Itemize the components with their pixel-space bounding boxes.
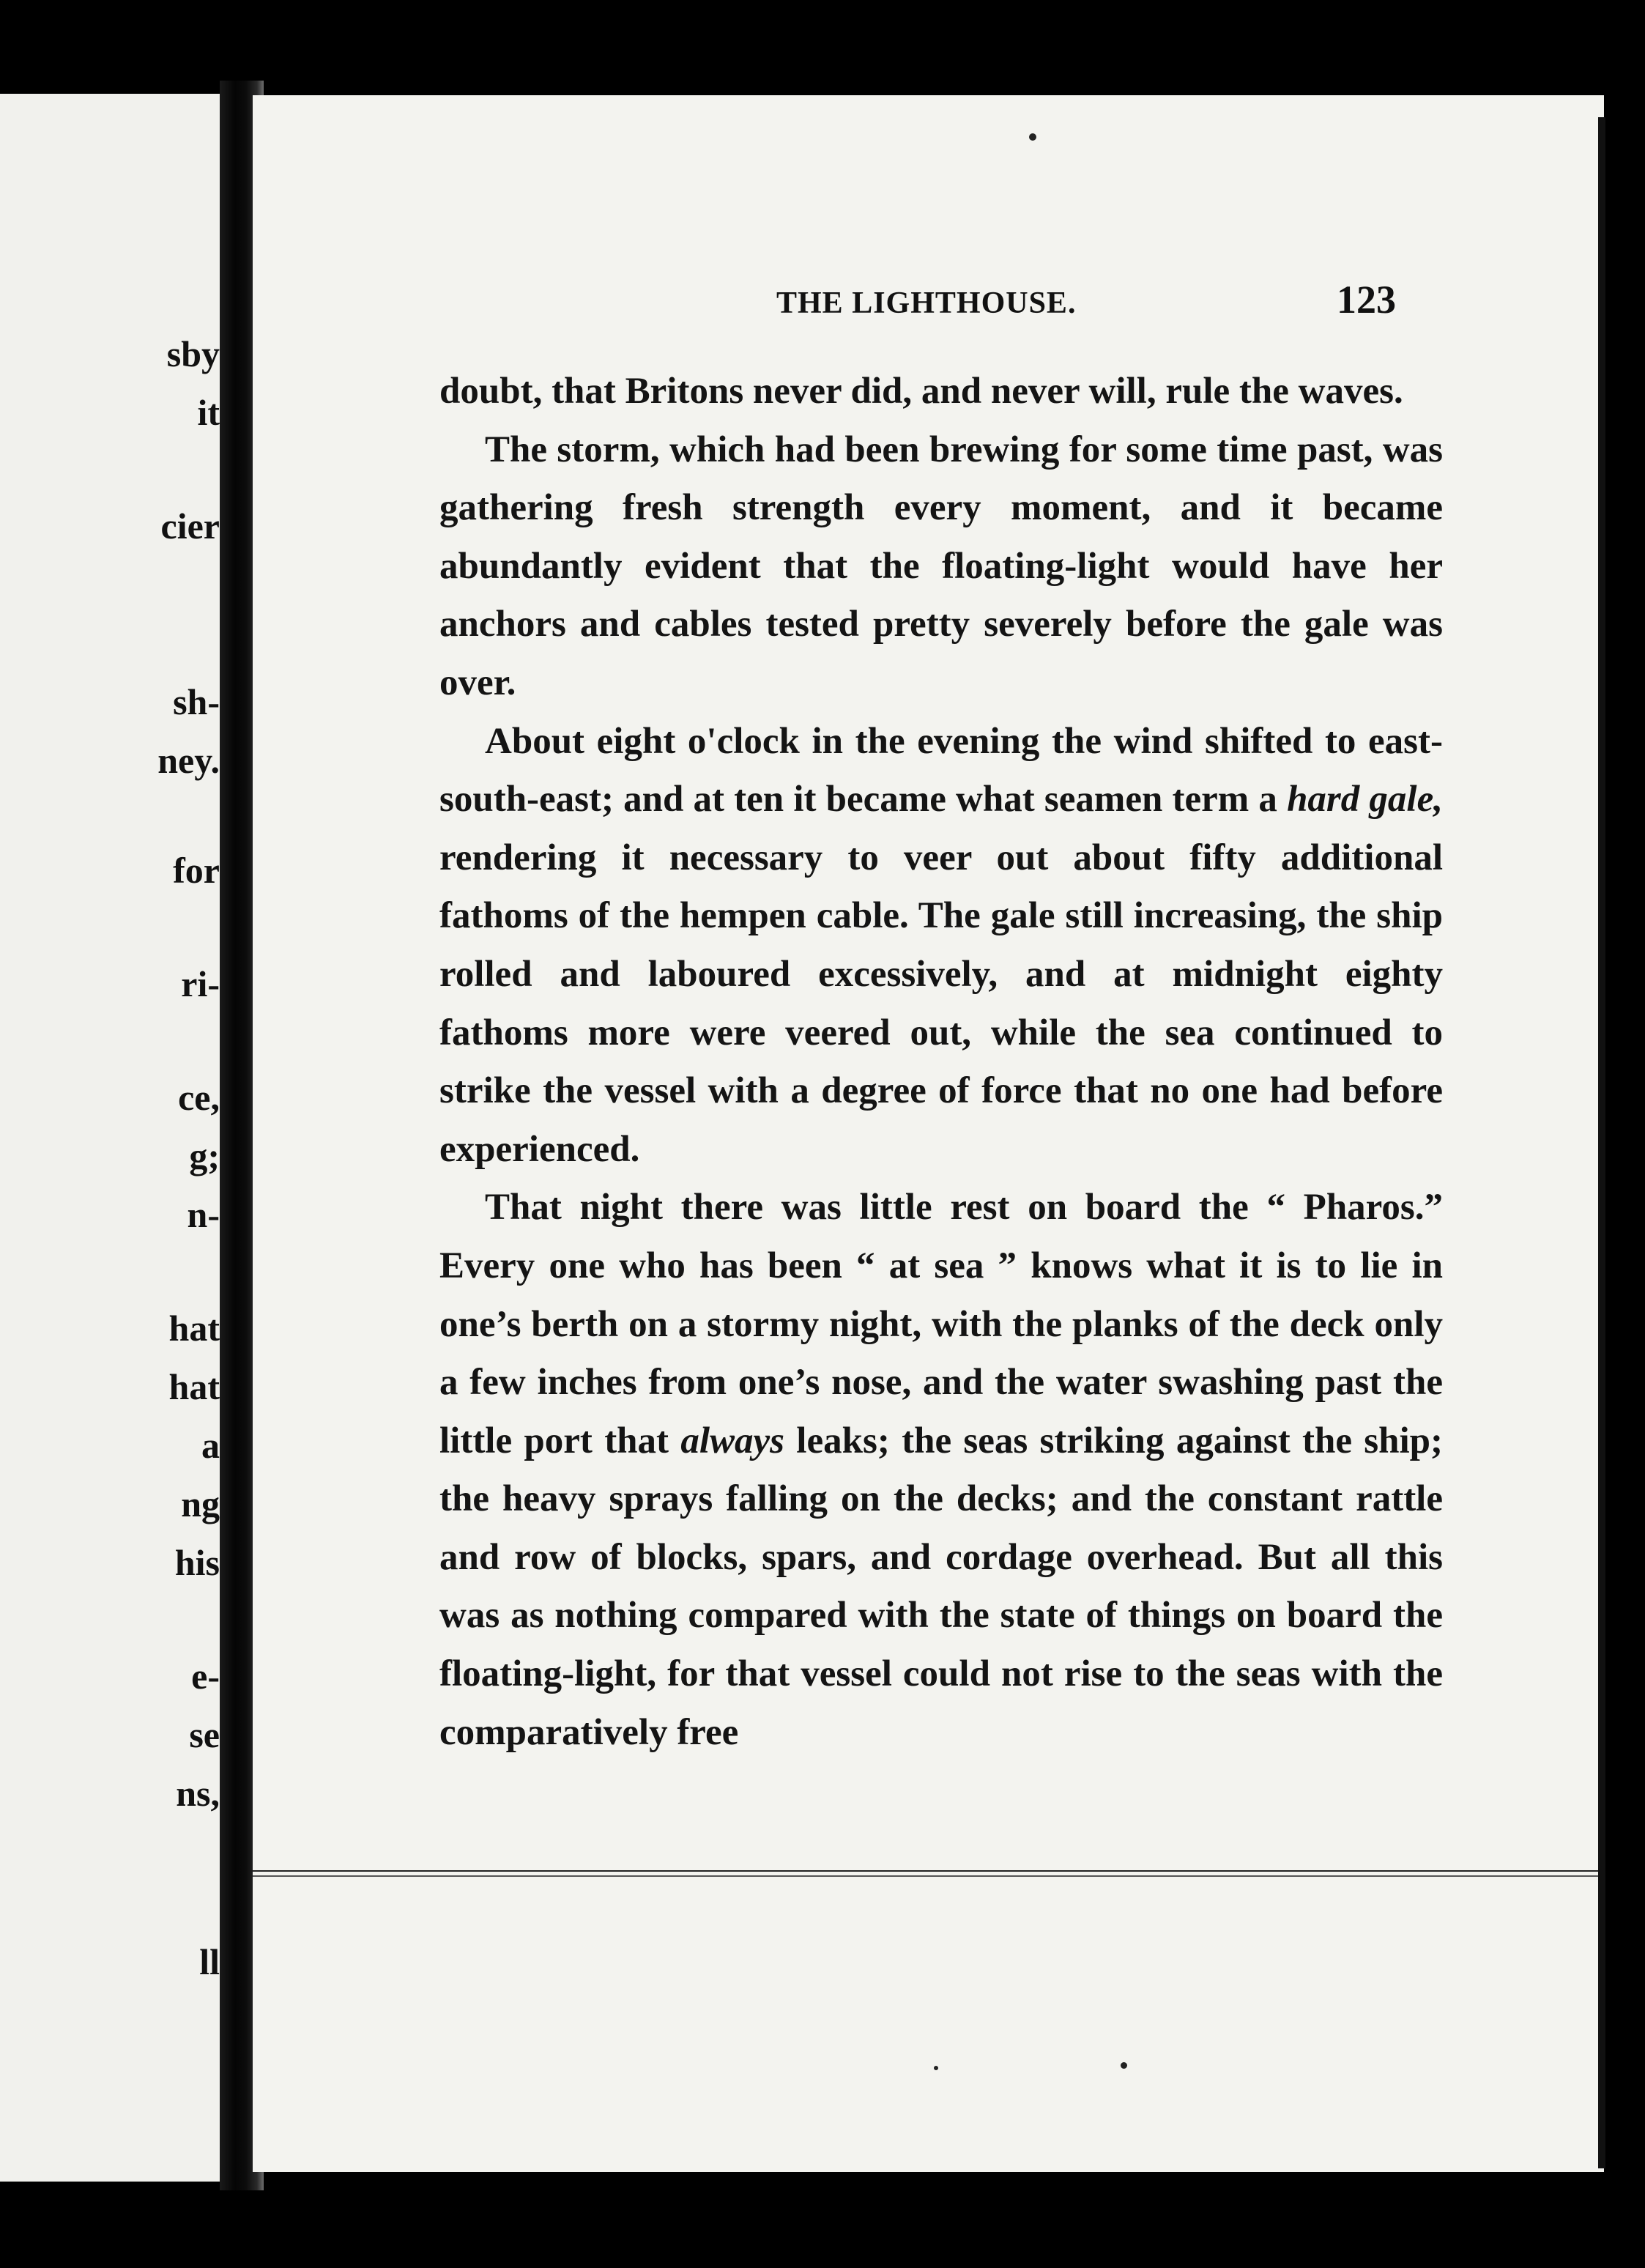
scan-speck [934,2066,938,2070]
left-page-fragment: hat [168,1366,220,1407]
left-page-fragment: se [189,1714,220,1755]
scan-artifact-line [253,1870,1604,1877]
page [253,95,1604,2172]
paragraph-text: rendering it necessary to veer out about fifty additional fathoms of the hempen cable. The gale still increasing, the ship rolled and laboured excessively, and at midnight eighty fathoms more were veered out, while the sea continued to strike the vessel with a degree of force that no one had before experienced. [439,837,1443,1170]
left-page-fragment: ri- [181,963,220,1004]
paragraph-text: leaks; the seas striking against the ship; the heavy sprays falling on the decks; and the constant rattle and row of blocks, spars, and cordage overhead. But all this was as nothing compared with the state of things on board the floating-light, for that vessel could not rise to the seas with the comparatively free [439,1420,1443,1753]
left-page-fragment: ce, [178,1077,220,1118]
scan-speck [1121,2062,1127,2069]
left-page-fragment: it [197,392,220,433]
left-page-fragment: ney. [157,740,220,781]
running-head: THE LIGHTHOUSE. [776,286,1077,320]
left-page-fragment: ng [181,1483,220,1524]
emphasis-text: hard gale, [1287,779,1443,820]
left-page-fragment: e- [191,1656,220,1697]
paragraph [439,713,1443,1179]
left-page-fragment: a [201,1425,220,1466]
left-page-fragment: ll [199,1941,220,1982]
paragraph: The storm, which had been brewing for some time past, was gathering fresh strength every moment, and it became abundantly evident that the floating-light would have her anchors and cables tested pretty severely before the gale was over. [439,429,1443,703]
previous-page-edge [0,94,233,2182]
paragraph-text: That night there was little rest on board the “ Pharos.” Every one who has been “ at sea ” knows what it is to lie in one’s berth on a stormy night, with the planks of the deck only a few inches from one’s nose, and the water swashing past the little port that [439,1187,1443,1461]
left-page-fragment: g; [189,1135,220,1176]
left-page-fragment: cier [160,505,220,546]
paragraph-text: About eight o'clock in the evening the wind shifted to east-south-east; and at ten it became what seamen term a [439,720,1443,820]
left-page-fragment: for [173,850,220,891]
page-edge-shadow [1598,117,1605,2168]
left-page-fragment: n- [187,1194,220,1235]
paragraph: doubt, that Britons never did, and never will, rule the waves. [439,371,1403,412]
left-page-fragment: ns, [176,1773,220,1814]
left-page-fragment: hat [168,1308,220,1349]
page-body [439,363,1443,1762]
paragraph [439,1179,1443,1762]
left-page-fragment: sh- [173,681,220,722]
scan-speck [1029,133,1036,141]
page-header [253,277,1604,328]
left-page-fragment: sby [166,333,220,374]
page-number: 123 [1337,278,1396,322]
emphasis-text: always [680,1420,784,1461]
left-page-fragment: his [174,1542,220,1583]
